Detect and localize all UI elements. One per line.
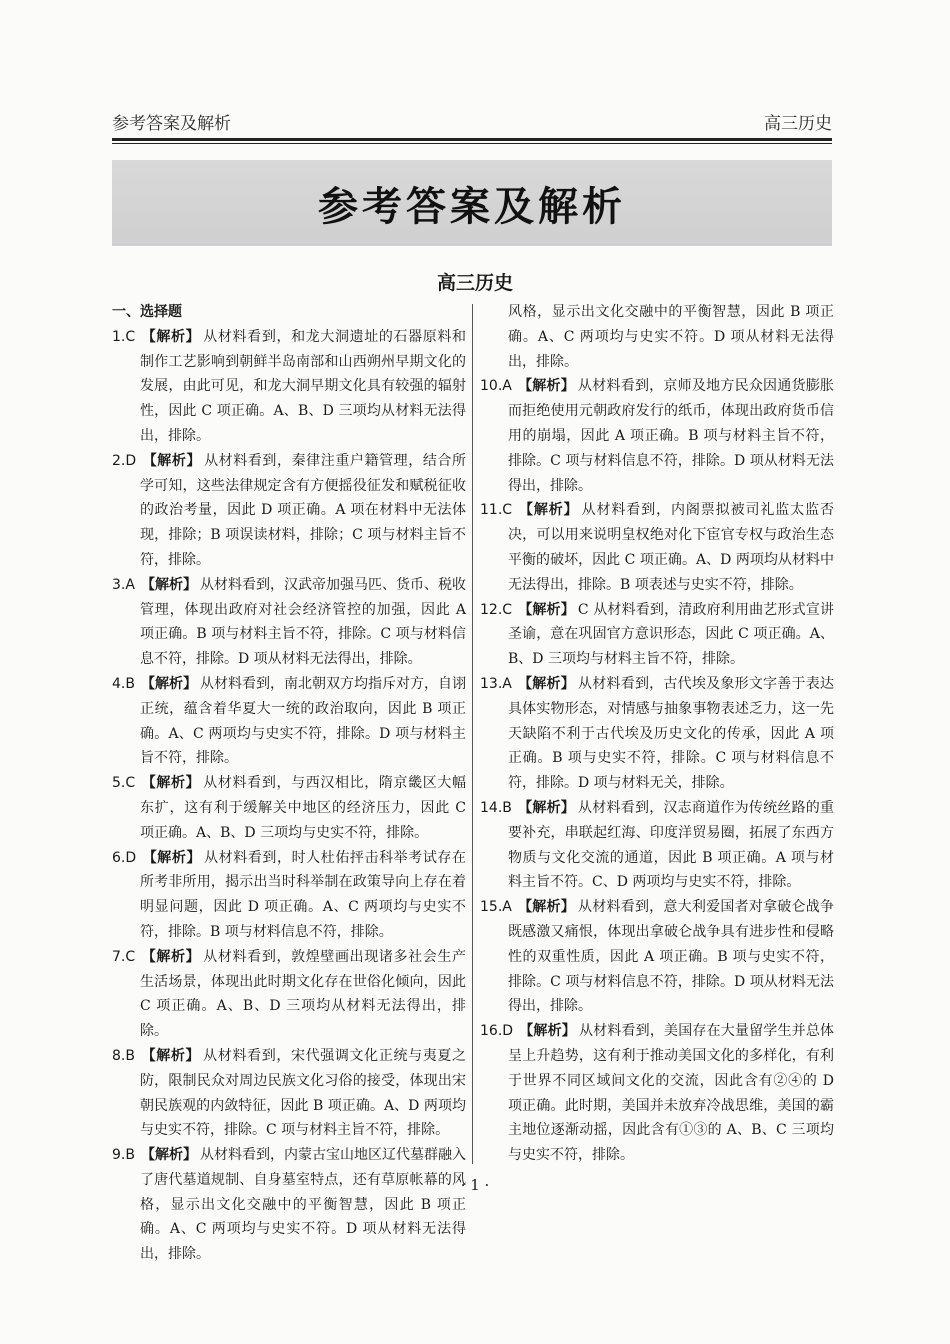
- running-header: [112, 108, 832, 134]
- title-banner: [112, 160, 832, 246]
- answer-item: 8.B 【解析】 从材料看到，宋代强调文化正统与夷夏之防，限制民众对周边民族文化习俗的接受，体现出宋朝民族观的内敛特征，因此 B 项正确。A、D 两项均与史实不符，排除。C 项与材料主旨不符，排除。: [112, 1047, 467, 1139]
- column-divider: [472, 304, 473, 1164]
- subject-title: 高三历史: [436, 272, 513, 294]
- answer-item: 4.B 【解析】 从材料看到，南北朝双方均指斥对方，自诩正统，蕴含着华夏大一统的政治取向，因此 B 项正确。A、C 两项均与史实不符，排除。D 项与材料主旨不符，排除。: [112, 675, 467, 767]
- left-column: [112, 300, 467, 1263]
- answer-item: 11.C 【解析】 从材料看到，内阁票拟被司礼监太监否决，可以用来说明皇权绝对化下宦官专权与政治生态平衡的破坏，因此 C 项正确。A、D 两项均从材料中无法得出，排除。B 项表述与史实不符，排除。: [480, 502, 835, 593]
- right-column: [480, 300, 834, 1168]
- page-number: · 1 ·: [460, 1176, 490, 1194]
- header-rule-thin: [112, 143, 832, 144]
- answer-item: 12.C 【解析】 C 从材料看到，清政府利用曲艺形式宣讲圣谕，意在巩固官方意识形态，因此 C 项正确。A、B、D 三项均与材料主旨不符，排除。: [480, 601, 834, 668]
- answer-item: 1.C 【解析】 从材料看到，和龙大洞遗址的石器原料和制作工艺影响到朝鲜半岛南部和山西朔州早期文化的发展，由此可见，和龙大洞早期文化具有较强的辐射性，因此 C 项正确。A、B、D 三项均从材料无法得出，排除。: [112, 328, 467, 444]
- answer-item: 10.A 【解析】 从材料看到，京师及地方民众因通货膨胀而拒绝使用元朝政府发行的纸币，体现出政府货币信用的崩塌，因此 A 项正确。B 项与材料主旨不符，排除。C 项与材料信息不符，排除。D 项从材料无法得出，排除。: [480, 378, 834, 494]
- answer-item: 13.A 【解析】 从材料看到，古代埃及象形文字善于表达具体实物形态，对情感与抽象事物表述乏力，这一先天缺陷不利于古代埃及历史文化的传承，因此 A 项正确。B 项与史实不符，排除。C 项与材料信息不符，排除。D 项与材料无关，排除。: [480, 675, 834, 792]
- header-left: 参考答案及解析: [112, 114, 231, 134]
- answer-item: 6.D 【解析】 从材料看到，时人杜佑抨击科举考试存在所考非所用，揭示出当时科举制在政策导向上存在着明显问题，因此 D 项正确。A、C 两项均与史实不符，排除。B 项与材料信息不符，排除。: [112, 849, 467, 940]
- banner-title: 参考答案及解析: [318, 183, 626, 230]
- header-right: 高三历史: [764, 114, 832, 134]
- answer-item-continued: 风格，显示出文化交融中的平衡智慧，因此 B 项正确。A、C 两项均与史实不符。D 项从材料无法得出，排除。: [508, 304, 834, 370]
- answer-item: 3.A 【解析】 从材料看到，汉武帝加强马匹、货币、税收管理，体现出政府对社会经济管控的加强，因此 A 项正确。B 项与材料主旨不符，排除。C 项与材料信息不符，排除。D 项从材料无法得出，排除。: [112, 576, 467, 668]
- header-rule-thick: [112, 138, 832, 141]
- answer-item: 15.A 【解析】 从材料看到，意大利爱国者对拿破仑战争既感激又痛恨，体现出拿破仑战争具有进步性和侵略性的双重性质，因此 A 项正确。B 项与史实不符，排除。C 项与材料信息不符，排除。D 项从材料无法得出，排除。: [480, 899, 834, 1015]
- answer-item: 2.D 【解析】 从材料看到，秦律注重户籍管理，结合所学可知，这些法律规定含有方便摇役征发和赋税征收的政治考量，因此 D 项正确。A 项在材料中无法体现，排除；B 项误读材料，排除；C 项与材料主旨不符，排除。: [112, 452, 467, 568]
- answer-item: 16.D 【解析】 从材料看到，美国存在大量留学生并总体呈上升趋势，这有利于推动美国文化的多样化，有利于世界不同区域间文化的交流，因此含有②④的 D 项正确。此时期，美国并未放弃冷战思维，美国的霸主地位逐渐动摇，因此含有①③的 A、B、C 三项均与史实不符，排除。: [480, 1023, 835, 1164]
- answer-item: 7.C 【解析】 从材料看到，敦煌壁画出现诸多社会生产生活场景，体现出此时期文化存在世俗化倾向，因此 C 项正确。A、B、D 三项均从材料无法得出，排除。: [112, 948, 467, 1040]
- answer-item: 9.B 【解析】 从材料看到，内蒙古宝山地区辽代墓群融入了唐代墓道规制、自身墓室特点，还有草原帐幕的风格，显示出文化交融中的平衡智慧，因此 B 项正确。A、C 两项均与史实不符。D 项从材料无法得出，排除。: [112, 1147, 467, 1263]
- answer-item: 5.C 【解析】 从材料看到，与西汉相比，隋京畿区大幅东扩，这有利于缓解关中地区的经济压力，因此 C 项正确。A、B、D 三项均与史实不符，排除。: [112, 775, 467, 841]
- answer-item: 14.B 【解析】 从材料看到，汉志商道作为传统丝路的重要补充，串联起红海、印度洋贸易圈，拓展了东西方物质与文化交流的通道，因此 B 项正确。A 项与材料主旨不符。C、D 两项均与史实不符，排除。: [480, 799, 835, 891]
- section-title: 一、选择题: [112, 304, 182, 320]
